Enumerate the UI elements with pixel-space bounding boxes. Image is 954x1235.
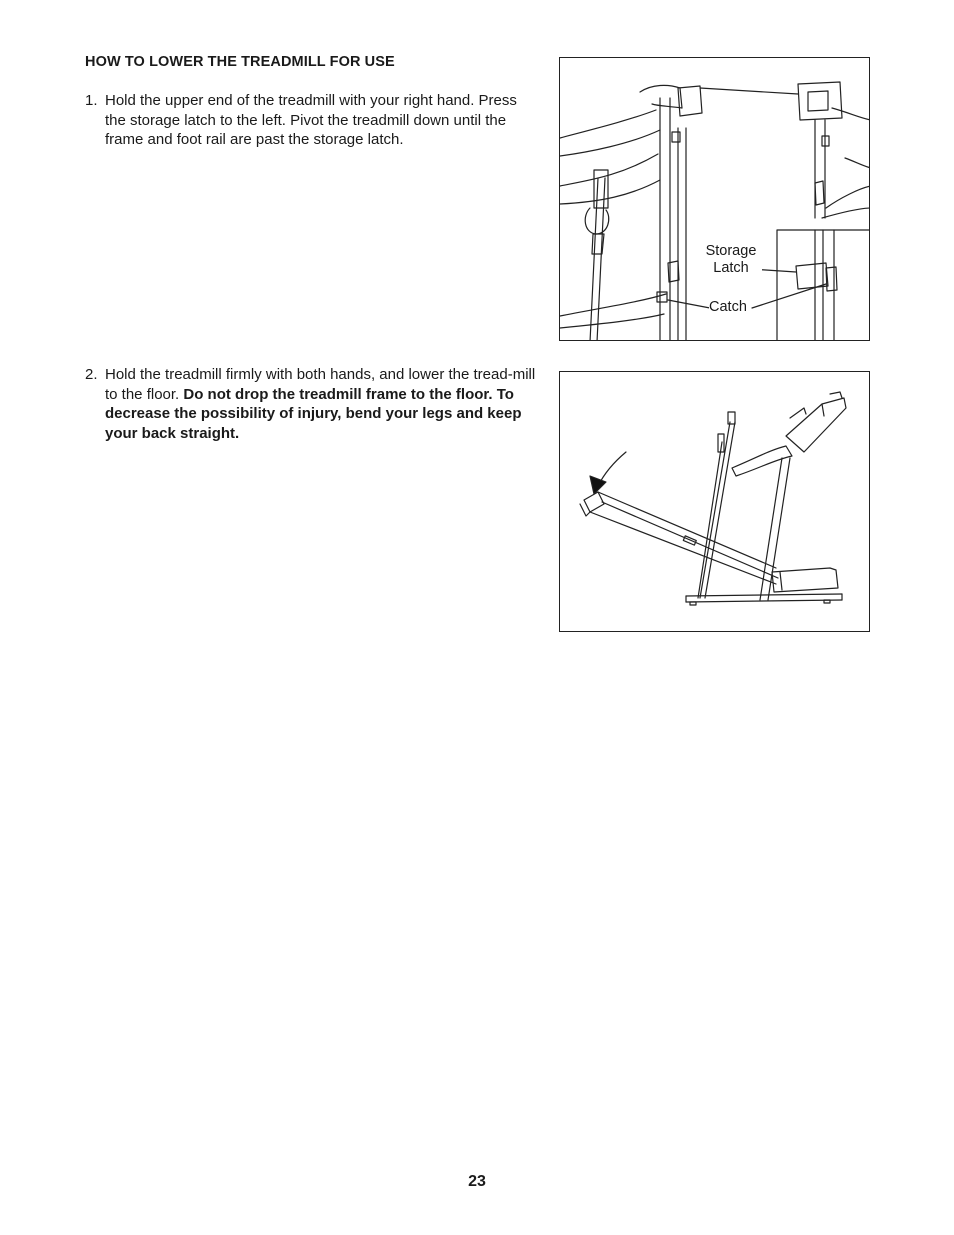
step-2-warning: Do not drop the treadmill frame to the floor. To decrease the possibility of injury, bend your legs and keep your back straight. — [105, 385, 522, 442]
step-2-text — [105, 365, 540, 443]
lower-treadmill-illustration — [560, 372, 870, 632]
callout-storage-latch — [700, 243, 762, 277]
step-2 — [85, 365, 540, 443]
step-2-text-plain: Hold the treadmill firmly with both hands, and lower the tread-mill to the floor. — [105, 366, 536, 403]
callout-catch: Catch — [709, 299, 747, 315]
step-1 — [85, 91, 540, 150]
figure-lower-treadmill — [559, 371, 870, 632]
section-heading: HOW TO LOWER THE TREADMILL FOR USE — [85, 54, 395, 70]
callout-storage-line1: Storage — [705, 243, 757, 259]
page-number: 23 — [468, 1173, 486, 1190]
step-2-number: 2. — [85, 366, 98, 383]
step-1-number: 1. — [85, 92, 98, 109]
step-1-text: Hold the upper end of the treadmill with your right hand. Press the storage latch to the left. Pivot the treadmill down until the frame and foot rail are past the storage latch. — [105, 92, 517, 148]
figure-storage-latch — [559, 57, 870, 341]
callout-storage-line2: Latch — [713, 260, 749, 276]
